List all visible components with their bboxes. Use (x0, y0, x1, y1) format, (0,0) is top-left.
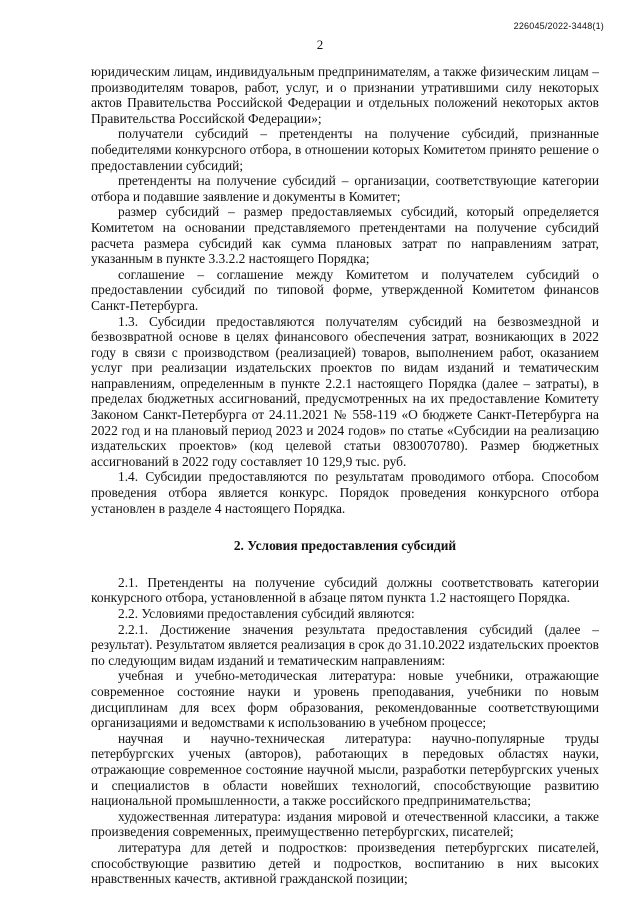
definition-applicants: претенденты на получение субсидий – организации, соответствующие категории отбора и подавшие заявление и документы в Комитет; (91, 173, 599, 204)
definition-agreement: соглашение – соглашение между Комитетом и получателем субсидий о предоставлении субсидий по типовой форме, утвержденной Комитетом финансов Санкт-Петербурга. (91, 266, 599, 313)
clause-1-3: 1.3. Субсидии предоставляются получателям субсидий на безвозмездной и безвозвратной основе в целях финансового обеспечения затрат, возникающих в 2022 году в связи с производством (реализацией) товаров, выполнением работ, оказанием услуг при реализации издательских проектов по видам изданий и тематическим направлениям, определенным в пункте 2.2.1 настоящего Порядка (далее – затраты), в пределах бюджетных ассигнований, предусмотренных на их предоставление Комитету Законом Санкт-Петербурга от 24.11.2021 № 558-119 «О бюджете Санкт-Петербурга на 2022 год и на плановый период 2023 и 2024 годов» по статье «Субсидии на реализацию издательских проектов» (код целевой статьи 0830070780). Размер бюджетных ассигнований в 2022 году составляет 10 129,9 тыс. руб. (91, 313, 599, 469)
category-fiction: художественная литература: издания мировой и отечественной классики, а также произведения современных, преимущественно петербургских, писателей; (91, 808, 599, 840)
definition-recipients: получатели субсидий – претенденты на получение субсидий, признанные победителями конкурсного отбора, в отношении которых Комитетом принято решение о предоставлении субсидий; (91, 126, 599, 173)
clause-1-4: 1.4. Субсидии предоставляются по результатам проводимого отбора. Способом проведения отбора является конкурс. Порядок проведения конкурсного отбора установлен в разделе 4 настоящего Порядка. (91, 469, 599, 516)
clause-2-2: 2.2. Условиями предоставления субсидий являются: (118, 606, 415, 621)
document-registration-number: 226045/2022-3448(1) (513, 21, 604, 31)
clause-2-1: 2.1. Претенденты на получение субсидий должны соответствовать категории конкурсного отбора, установленной в абзаце пятом пункта 1.2 настоящего Порядка. (91, 574, 599, 606)
category-scientific-literature: научная и научно-техническая литература: научно-популярные труды петербургских ученых (авторов), работающих в передовых областях науки, отражающие современное состояние научной мысли, разработки петербургских ученых и специалистов в области новейших технологий, способствующие развитию национальной промышленности, а также российского предпринимательства; (91, 730, 599, 809)
paragraph-continuation: юридическим лицам, индивидуальным предпринимателям, а также физическим лицам – производителям товаров, работ, услуг, и о признании утратившими силу некоторых актов Правительства Российской Федерации и отдельных положений некоторых актов Правительства Российской Федерации»; (91, 64, 599, 126)
category-educational-literature: учебная и учебно-методическая литература: новые учебники, отражающие современное состояние науки и уровень преподавания, учебники по новым дисциплинам для всех форм образования, рекомендованные соответствующими организациями и ведомствами к использованию в учебном процессе; (91, 668, 599, 731)
definition-subsidy-size: размер субсидий – размер предоставляемых субсидий, который определяется Комитетом на основании представляемого претендентами на получение субсидий расчета размера субсидий как сумма плановых затрат по направлениям затрат, указанным в пункте 3.3.2.2 настоящего Порядка; (91, 204, 599, 267)
page-number: 2 (316, 37, 324, 52)
category-children-literature: литература для детей и подростков: произведения петербургских писателей, способствующие развитию детей и подростков, воспитанию в них высоких нравственных качеств, активной гражданской позиции; (91, 839, 599, 887)
section-2-heading: 2. Условия предоставления субсидий (233, 538, 457, 554)
clause-2-2-1: 2.2.1. Достижение значения результата предоставления субсидий (далее – результат). Результатом является реализация в срок до 31.10.2022 издательских проектов по следующим видам изданий и тематическим направлениям: (91, 621, 599, 668)
document-body (91, 64, 599, 887)
